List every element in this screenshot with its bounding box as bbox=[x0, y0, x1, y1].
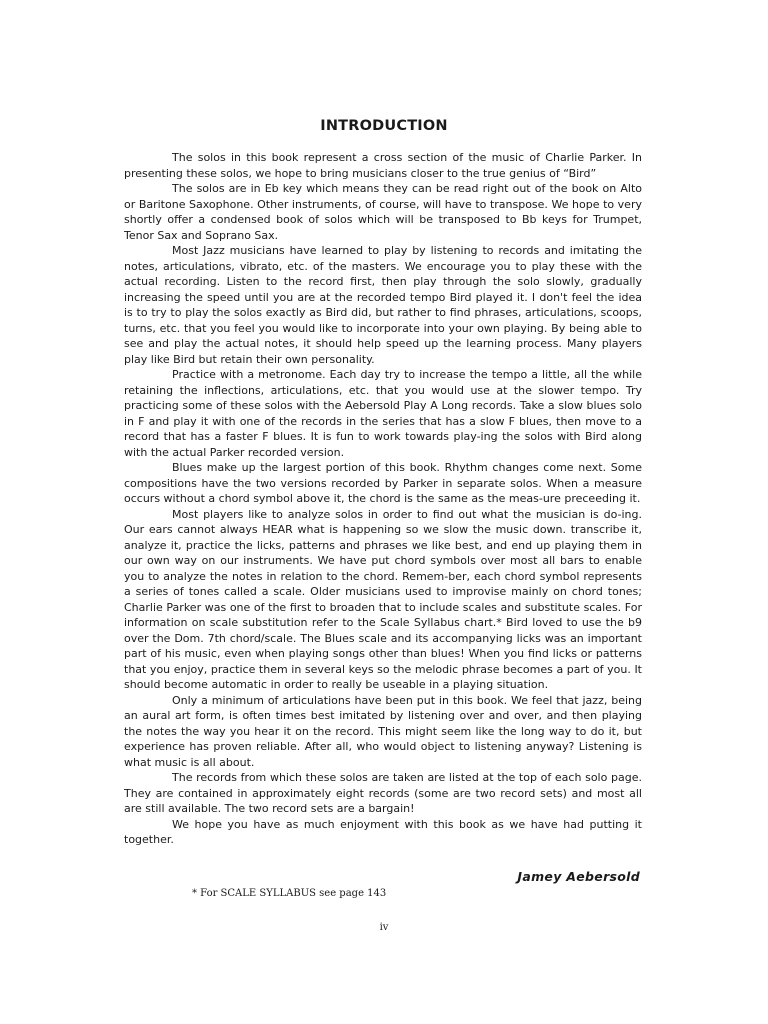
paragraph-8: The records from which these solos are taken are listed at the top of each solo page. They are contained in approximately eight records (some are two record sets) and most all are still available. The two record sets are a bargain! bbox=[124, 771, 642, 815]
footnote: * For SCALE SYLLABUS see page 143 bbox=[192, 888, 387, 899]
paragraph-1: The solos in this book represent a cross section of the music of Charlie Parker. In presenting these solos, we hope to bring musicians closer to the true genius of “Bird” bbox=[124, 151, 642, 180]
paragraph-2: The solos are in Eb key which means they can be read right out of the book on Alto or Baritone Saxophone. Other instruments, of course, will have to transpose. We hope to very shortly offer a condensed book of solos which will be transposed to Bb keys for Trumpet, Tenor Sax and Soprano Sax. bbox=[124, 182, 642, 242]
body-text bbox=[124, 150, 642, 848]
paragraph-3: Most Jazz musicians have learned to play by listening to records and imitating the notes, articulations, vibrato, etc. of the masters. We encourage you to play these with the actual recording. Listen to the record first, then play through the solo slowly, gradually increasing the speed until you are at the recorded tempo Bird played it. I don't feel the idea is to try to play the solos exactly as Bird did, but rather to find phrases, articulations, scoops, turns, etc. that you feel you would like to incorporate into your own playing. By being able to see and play the actual notes, it should help speed up the learning process. Many players play like Bird but retain their own personality. bbox=[124, 244, 642, 366]
page-number: iv bbox=[379, 922, 389, 933]
paragraph-4: Practice with a metronome. Each day try to increase the tempo a little, all the while retaining the inflections, articulations, etc. that you would use at the slower tempo. Try practicing some of these solos with the Aebersold Play A Long records. Take a slow blues solo in F and play it with one of the records in the series that has a slow F blues, then move to a record that has a faster F blues. It is fun to work towards play-ing the solos with Bird along with the actual Parker recorded version. bbox=[124, 368, 642, 459]
page-title: INTRODUCTION bbox=[320, 118, 448, 134]
paragraph-6: Most players like to analyze solos in order to find out what the musician is do-ing. Our ears cannot always HEAR what is happening so we slow the music down. transcribe it, analyze it, practice the licks, patterns and phrases we like best, and end up playing them in our own way on our instruments. We have put chord symbols over most all bars to enable you to analyze the notes in relation to the chord. Remem-ber, each chord symbol represents a series of tones called a scale. Older musicians used to improvise mainly on chord tones; Charlie Parker was one of the first to broaden that to include scales and substitute scales. For information on scale substitution refer to the Scale Syllabus chart.* Bird loved to use the b9 over the Dom. 7th chord/scale. The Blues scale and its accompanying licks was an important part of his music, even when playing songs other than blues! When you find licks or patterns that you enjoy, practice them in several keys so the melodic phrase becomes a part of you. It should become automatic in order to really be useable in a playing situation. bbox=[124, 507, 642, 691]
author-signature: Jamey Aebersold bbox=[517, 869, 640, 884]
paragraph-9: We hope you have as much enjoyment with this book as we have had putting it together. bbox=[124, 817, 642, 846]
paragraph-5: Blues make up the largest portion of this book. Rhythm changes come next. Some compositions have the two versions recorded by Parker in separate solos. When a measure occurs without a chord symbol above it, the chord is the same as the meas-ure preceeding it. bbox=[124, 461, 642, 505]
paragraph-7: Only a minimum of articulations have been put in this book. We feel that jazz, being an aural art form, is often times best imitated by listening over and over, and then playing the notes the way you hear it on the record. This might seem like the long way to do it, but experience has proven reliable. After all, who would object to listening anyway? Listening is what music is all about. bbox=[124, 693, 642, 769]
